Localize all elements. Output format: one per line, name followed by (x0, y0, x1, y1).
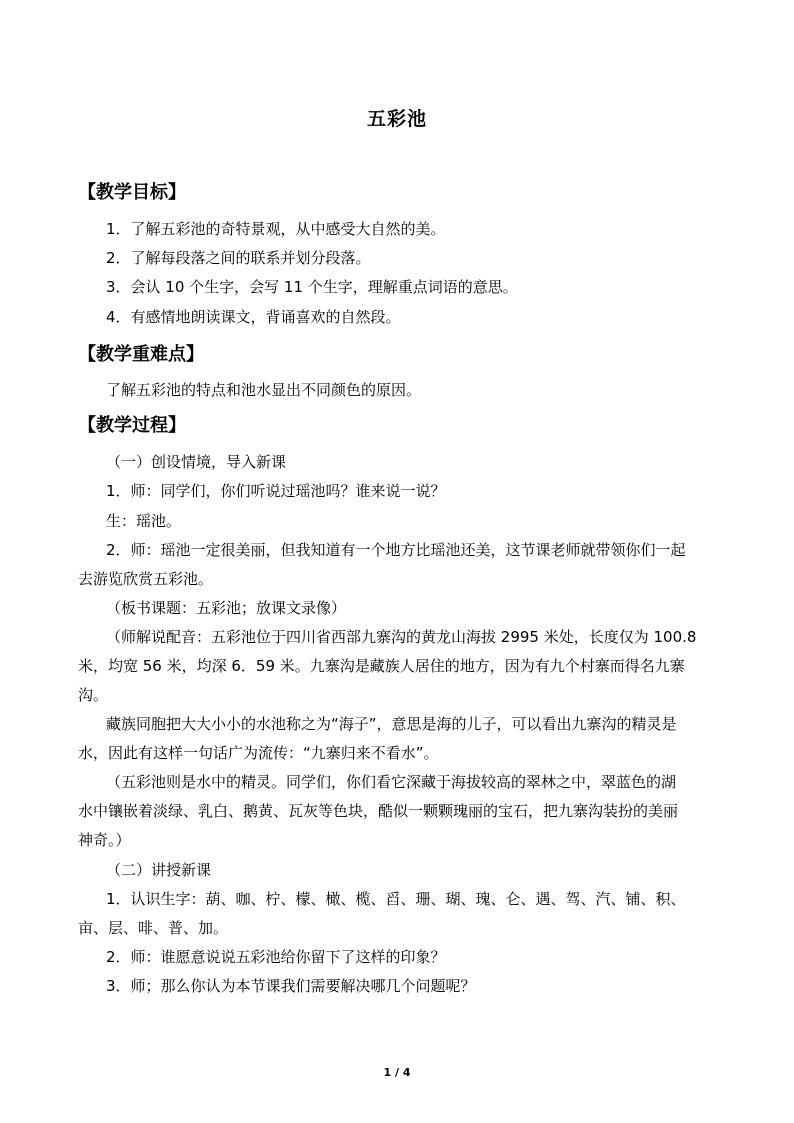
process-line: （五彩池则是水中的精灵。同学们，你们看它深藏于海拔较高的翠林之中，翠蓝色的湖 (106, 773, 677, 791)
page-number: 1 / 4 (383, 1066, 411, 1079)
process-line: （板书课题：五彩池；放课文录像） (106, 599, 347, 617)
process-line: （师解说配音：五彩池位于四川省西部九寨沟的黄龙山海拔 2995 米处，长度仅为 100.8 (106, 628, 697, 646)
process-line: 1．认识生字：葫、咖、柠、檬、橄、榄、舀、珊、瑚、瑰、仑、遇、驾、汽、铺、积、 (106, 890, 686, 908)
process-line: 沟。 (78, 686, 109, 704)
goal-item: 3．会认 10 个生字，会写 11 个生字，理解重点词语的意思。 (106, 278, 518, 296)
goal-item: 4．有感情地朗读课文，背诵喜欢的自然段。 (106, 308, 401, 326)
goal-item: 1．了解五彩池的奇特景观，从中感受大自然的美。 (106, 220, 446, 238)
process-line: 水中镶嵌着淡绿、乳白、鹅黄、瓦灰等色块，酷似一颗颗瑰丽的宝石，把九寨沟装扮的美丽 (78, 802, 679, 820)
process-line: 3．师；那么你认为本节课我们需要解决哪几个问题呢？ (106, 977, 476, 995)
keypoints-text: 了解五彩池的特点和池水显出不同颜色的原因。 (106, 381, 422, 399)
process-line: 藏族同胞把大大小小的水池称之为“海子”，意思是海的儿子，可以看出九寨沟的精灵是 (106, 715, 677, 733)
process-line: 亩、层、啡、普、加。 (78, 919, 229, 937)
process-line: （一）创设情境，导入新课 (106, 453, 287, 471)
process-line: 神奇。） (78, 831, 131, 849)
process-line: 生：瑶池。 (106, 512, 182, 530)
process-line: 米，均宽 56 米，均深 6．59 米。九寨沟是藏族人居住的地方，因为有九个村寨而得名九寨 (78, 657, 685, 675)
goals-heading: 【教学目标】 (78, 182, 186, 203)
process-line: （二）讲授新课 (106, 861, 212, 879)
process-line: 水，因此有这样一句话广为流传：“九寨归来不看水”。 (78, 744, 439, 762)
keypoints-heading: 【教学重难点】 (78, 344, 204, 365)
page-title: 五彩池 (366, 108, 427, 130)
process-line: 1．师：同学们，你们听说过瑶池吗？谁来说一说？ (106, 482, 446, 500)
goal-item: 2．了解每段落之间的联系并划分段落。 (106, 249, 371, 267)
process-heading: 【教学过程】 (78, 415, 186, 436)
process-line: 2．师：谁愿意说说五彩池给你留下了这样的印象？ (106, 948, 446, 966)
process-line: 2．师：瑶池一定很美丽，但我知道有一个地方比瑶池还美，这节课老师就带领你们一起 (106, 541, 686, 559)
process-line: 去游览欣赏五彩池。 (78, 570, 214, 588)
